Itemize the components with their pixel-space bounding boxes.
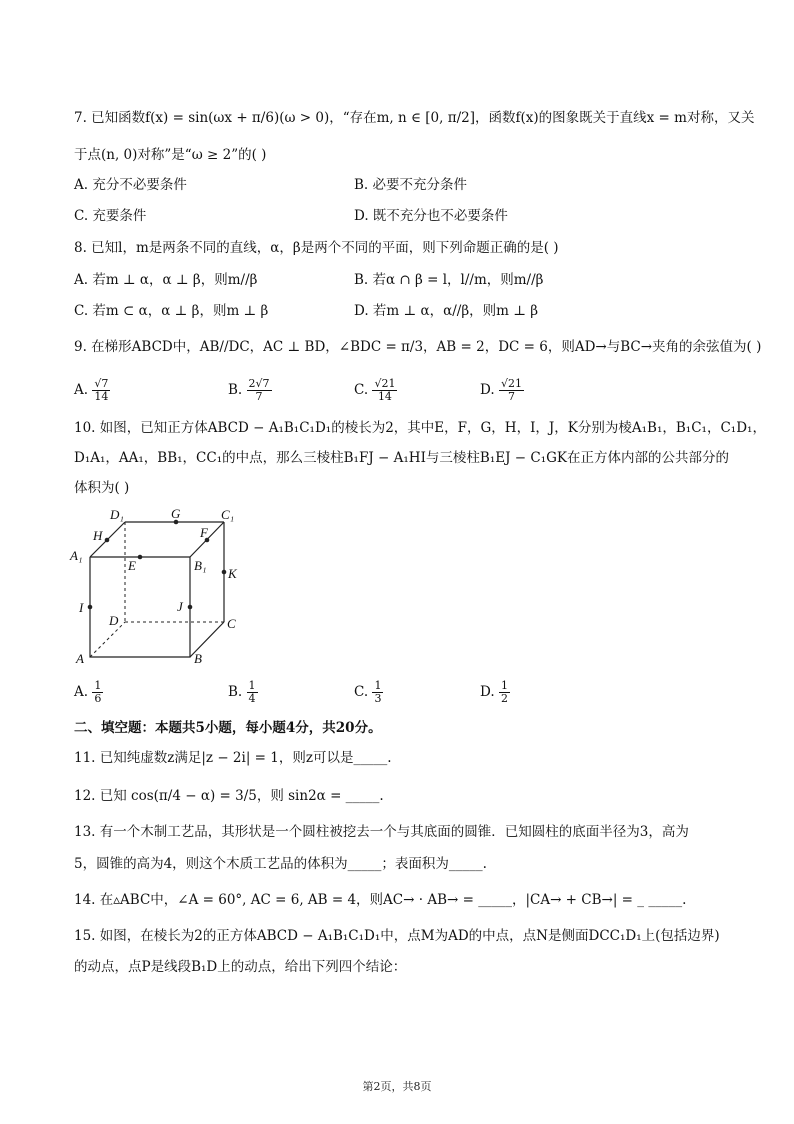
- point-i: [88, 605, 93, 610]
- label-d1: D₁: [110, 507, 124, 522]
- q8-option-c: C. 若m ⊂ α，α ⊥ β，则m ⊥ β: [74, 303, 269, 319]
- q11-stem: 11. 已知纯虚数z满足|z − 2i| = 1，则z可以是_____.: [74, 750, 392, 766]
- q10-option-d: [480, 680, 510, 705]
- label-b1: B₁: [194, 558, 207, 573]
- q15-stem-line1: 15. 如图，在棱长为2的正方体ABCD − A₁B₁C₁D₁中，点M为AD的中点，点N是侧面DCC₁D₁上(包括边界): [74, 928, 720, 944]
- q7-stem-line1: 7. 已知函数f(x) = sin(ωx + π/6)(ω > 0)，“存在m, n ∈ [0, π/2]，函数f(x)的图象既关于直线x = m对称，又关: [74, 110, 755, 126]
- section-heading: 二、填空题：本题共5小题，每小题4分，共20分。: [74, 720, 382, 736]
- point-j: [188, 605, 193, 610]
- option-fraction: $\frac{2√7}{7}$: [248, 377, 270, 403]
- q14-stem: 14. 在▵ABC中，∠A = 60°, AC = 6, AB = 4，则AC→ · AB→ = _____，|CA→ + CB→| = _ _____.: [74, 892, 687, 908]
- option-label: A.: [74, 684, 89, 700]
- option-label: B.: [228, 684, 243, 700]
- option-fraction: $\frac{1}{6}$: [94, 679, 102, 705]
- option-label: D.: [480, 382, 495, 398]
- q7-option-d: D. 既不充分也不必要条件: [354, 208, 508, 224]
- label-j: J: [177, 599, 183, 614]
- label-b: B: [194, 651, 202, 666]
- option-label: C.: [354, 684, 369, 700]
- q10-stem-line2: D₁A₁，AA₁，BB₁，CC₁的中点，那么三棱柱B₁FJ − A₁HI与三棱柱B₁EJ − C₁GK在正方体内部的公共部分的: [74, 450, 730, 466]
- q8-option-a: A. 若m ⊥ α，α ⊥ β，则m//β: [74, 272, 258, 288]
- label-h: H: [93, 528, 103, 543]
- q7-option-a: A. 充分不必要条件: [74, 177, 187, 193]
- option-fraction: $\frac{1}{2}$: [500, 679, 508, 705]
- q12-stem: 12. 已知 cos(π/4 − α) = 3/5，则 sin2α = _____.: [74, 788, 384, 804]
- option-label: A.: [74, 382, 89, 398]
- label-c: C: [227, 616, 236, 631]
- option-fraction: $\frac{√21}{7}$: [500, 377, 522, 403]
- q13-stem-line2: 5，圆锥的高为4，则这个木质工艺品的体积为_____；表面积为_____.: [74, 856, 487, 872]
- label-g: G: [171, 506, 181, 521]
- option-label: B.: [228, 382, 243, 398]
- cube-figure: [64, 500, 254, 672]
- option-fraction: $\frac{1}{3}$: [374, 679, 382, 705]
- q7-stem-line2: 于点(n, 0)对称”是“ω ≥ 2”的( ): [74, 147, 267, 163]
- option-fraction: $\frac{√7}{14}$: [94, 377, 109, 403]
- label-c1: C₁: [221, 507, 235, 522]
- option-label: D.: [480, 684, 495, 700]
- q13-stem-line1: 13. 有一个木制工艺品，其形状是一个圆柱被挖去一个与其底面的圆锥．已知圆柱的底面半径为3，高为: [74, 824, 689, 840]
- q10-option-b: [228, 680, 258, 705]
- q8-option-b: B. 若α ∩ β = l，l//m，则m//β: [354, 272, 544, 288]
- label-k: K: [228, 566, 237, 581]
- label-a1: A₁: [70, 548, 83, 563]
- q8-option-d: D. 若m ⊥ α，α//β，则m ⊥ β: [354, 303, 539, 319]
- q10-option-c: [354, 680, 383, 705]
- q10-stem-line1: 10. 如图，已知正方体ABCD − A₁B₁C₁D₁的棱长为2，其中E，F，G，H，I，J，K分别为棱A₁B₁，B₁C₁，C₁D₁，: [74, 420, 766, 436]
- q15-stem-line2: 的动点，点P是线段B₁D上的动点，给出下列四个结论：: [74, 959, 407, 975]
- q8-stem: 8. 已知l，m是两条不同的直线，α，β是两个不同的平面，则下列命题正确的是( ): [74, 240, 559, 256]
- q7-option-b: B. 必要不充分条件: [354, 177, 468, 193]
- page-footer: 第2页，共8页: [362, 1080, 432, 1093]
- q9-option-a: [74, 378, 110, 403]
- q10-option-a: [74, 680, 103, 705]
- q9-option-d: [480, 378, 524, 403]
- label-f: F: [200, 525, 208, 540]
- label-e: E: [128, 558, 136, 573]
- point-k: [222, 570, 227, 575]
- q10-stem-line3: 体积为( ): [74, 480, 130, 496]
- label-i: I: [79, 600, 84, 615]
- label-a: A: [76, 651, 84, 666]
- q7-option-c: C. 充要条件: [74, 208, 147, 224]
- point-h: [105, 538, 110, 543]
- option-label: C.: [354, 382, 369, 398]
- q9-option-c: [354, 378, 397, 403]
- q9-option-b: [228, 378, 272, 403]
- option-fraction: $\frac{1}{4}$: [248, 679, 256, 705]
- q9-stem: 9. 在梯形ABCD中，AB//DC，AC ⊥ BD，∠BDC = π/3，AB = 2，DC = 6，则AD→与BC→夹角的余弦值为( ): [74, 339, 762, 355]
- label-d: D: [109, 613, 119, 628]
- option-fraction: $\frac{√21}{14}$: [374, 377, 396, 403]
- point-e: [138, 555, 143, 560]
